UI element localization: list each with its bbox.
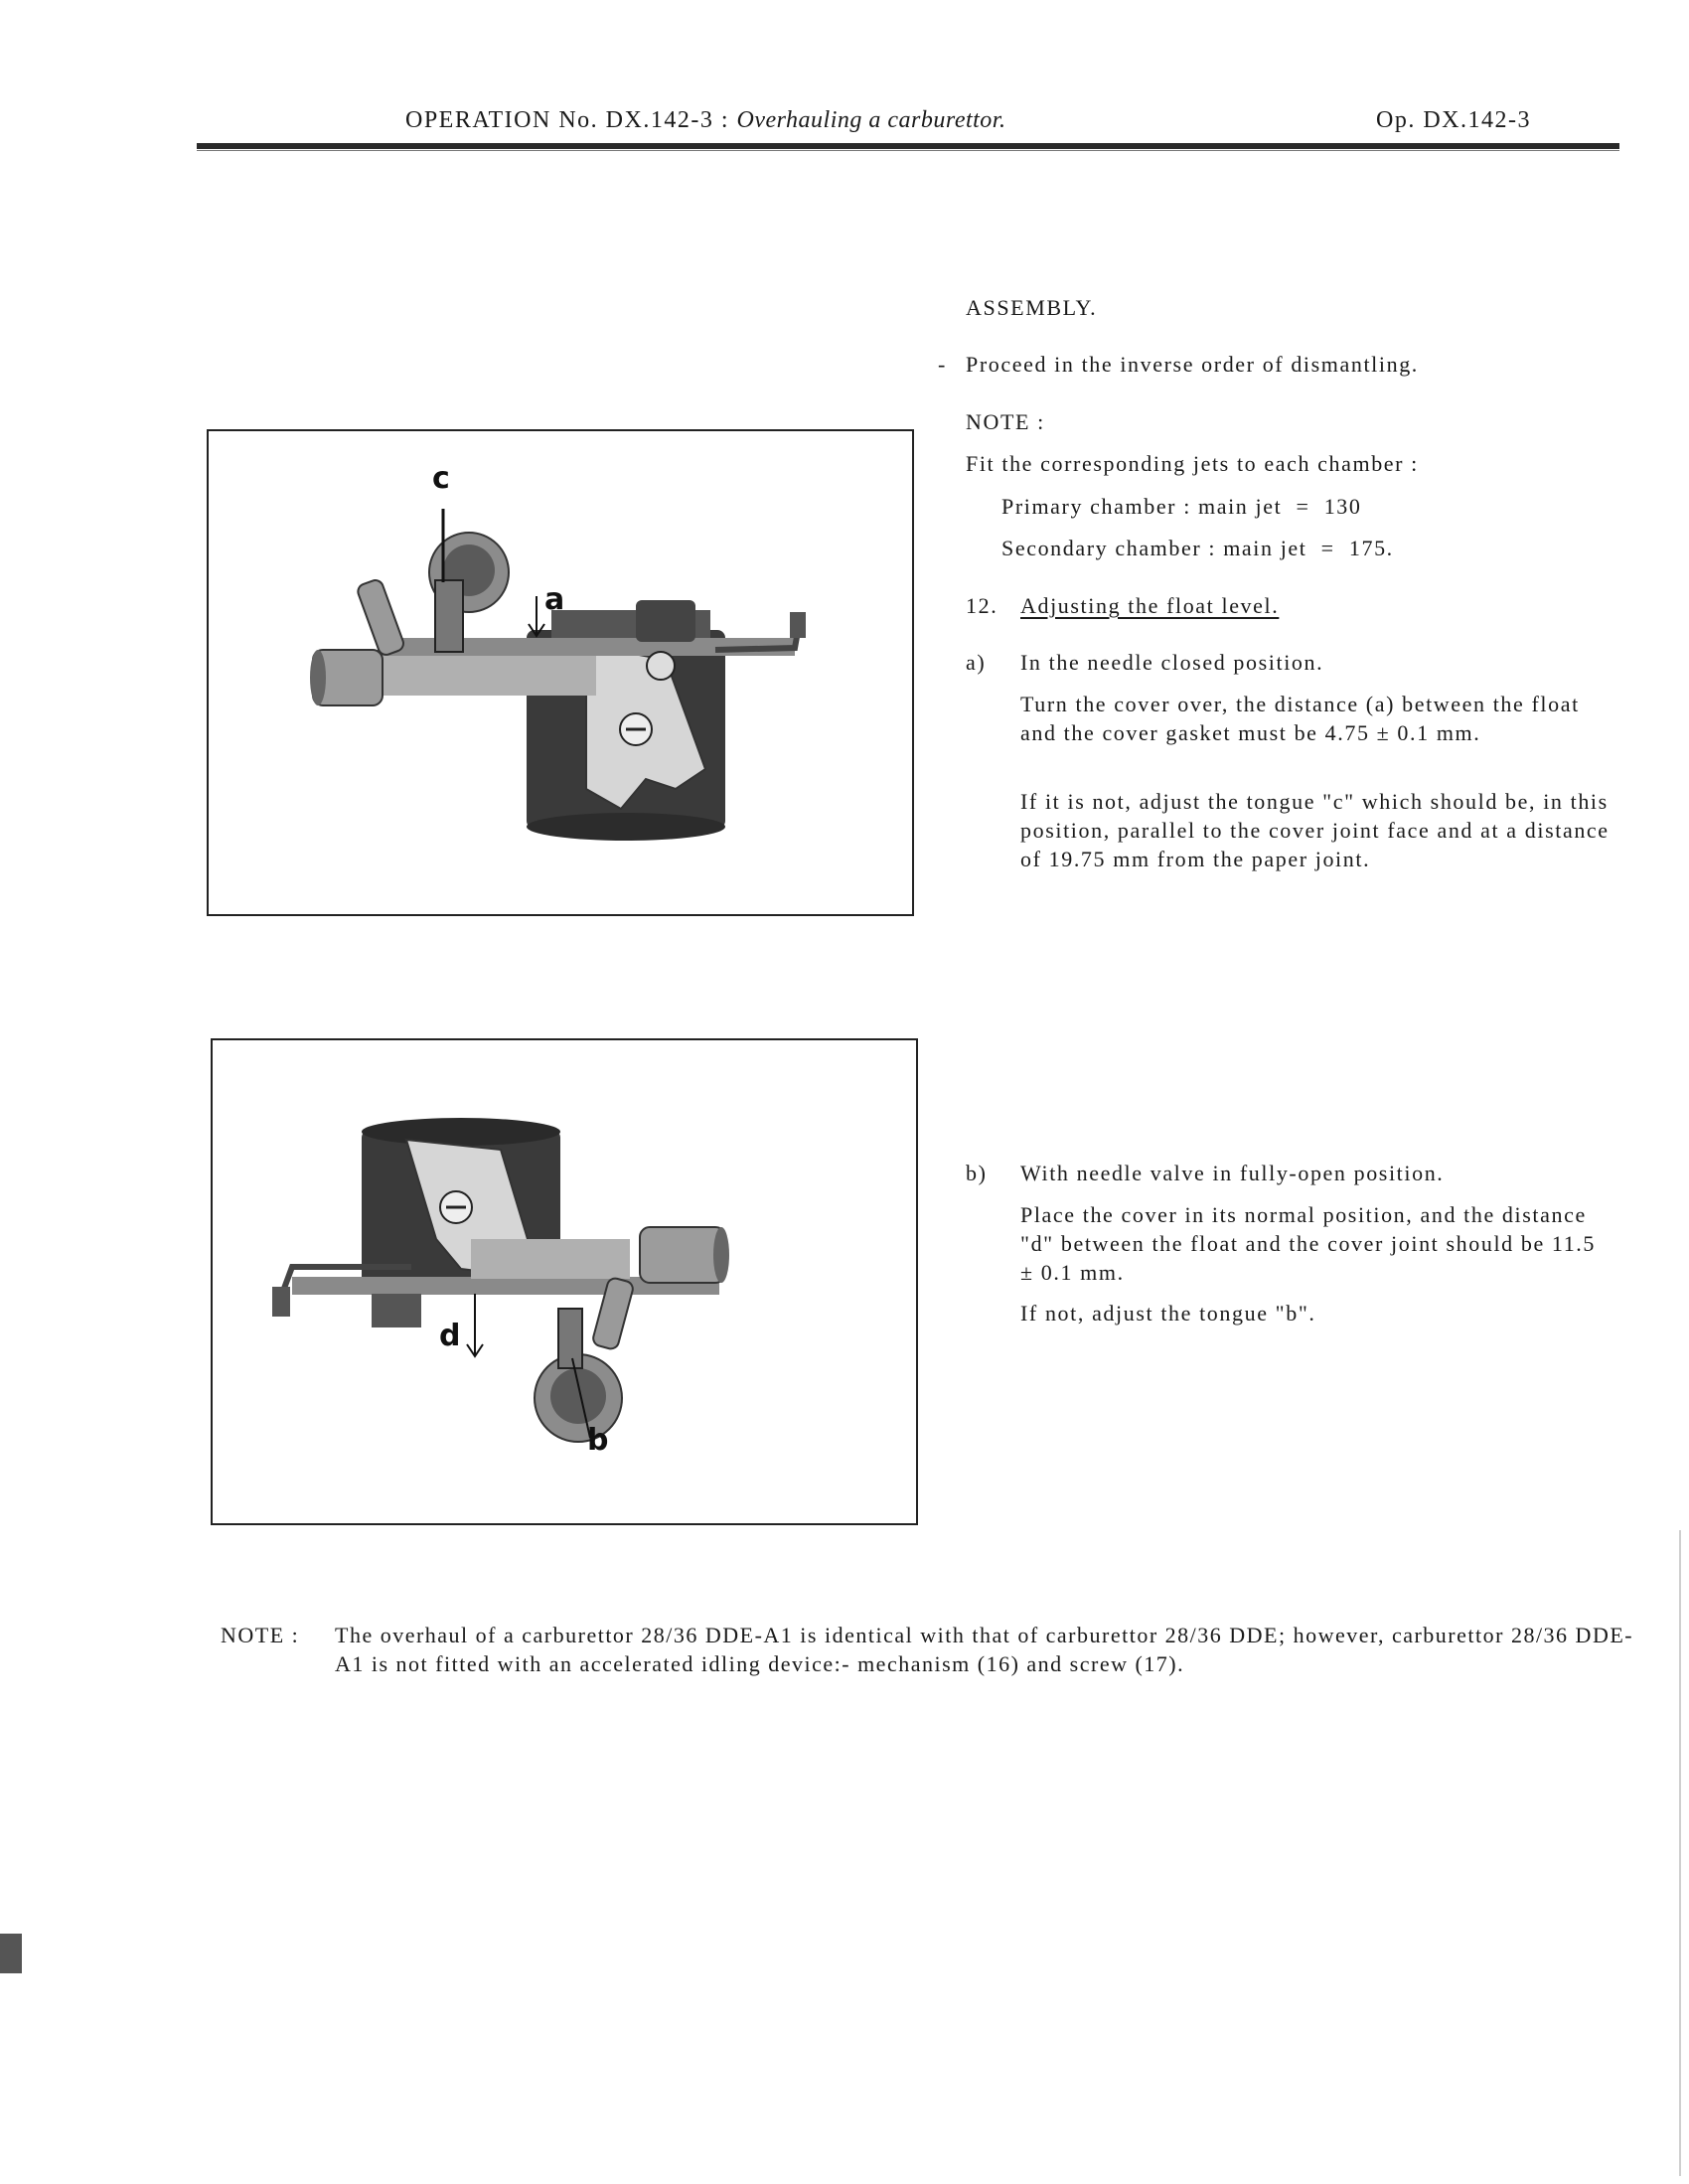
secondary-jet: Secondary chamber : main jet = 175.	[1001, 536, 1394, 560]
step-a-paragraph-1: Turn the cover over, the distance (a) between the float and the cover gasket must be 4.75 ± 0.1 mm.	[1020, 692, 1580, 745]
step-b-title: With needle valve in fully-open position.	[1020, 1161, 1445, 1185]
header-operation	[405, 107, 1006, 134]
assembly-heading: ASSEMBLY.	[966, 295, 1098, 320]
bullet-dash: -	[938, 352, 947, 377]
figure-label-b: b	[587, 1423, 609, 1458]
footnote-label: NOTE :	[221, 1623, 300, 1647]
header-rule	[197, 143, 1619, 149]
scan-edge-mark	[0, 1934, 22, 1973]
figure-label-d: d	[439, 1319, 461, 1353]
step-number: 12.	[966, 593, 998, 618]
header-prefix: OPERATION No. DX.142-3 :	[405, 107, 737, 133]
header-op-number: Op. DX.142-3	[1376, 107, 1531, 133]
primary-jet: Primary chamber : main jet = 130	[1001, 494, 1362, 519]
step-b-paragraph-1: Place the cover in its normal position, and the distance "d" between the float and the cover joint should be 11.5 ± 0.1 mm.	[1020, 1202, 1597, 1285]
step-a-label: a)	[966, 650, 987, 675]
scan-edge-line	[1679, 1530, 1681, 2176]
figure-needle-closed	[207, 429, 914, 916]
step-a-paragraph-2: If it is not, adjust the tongue "c" which should be, in this position, parallel to the cover joint face and at a distance of 19.75 mm from the paper joint.	[1020, 789, 1610, 871]
assembly-proceed: Proceed in the inverse order of dismantling.	[966, 352, 1419, 377]
header-rule-thin	[197, 150, 1619, 151]
step-b-label: b)	[966, 1161, 988, 1185]
footnote-text: The overhaul of a carburettor 28/36 DDE-A1 is identical with that of carburettor 28/36 DDE; however, carburettor 28/36 DDE-A1 is not fitted with an accelerated idling device:- mechanism (16) and screw (17).	[335, 1623, 1634, 1676]
assembly-note-label: NOTE :	[966, 409, 1045, 434]
header-title: Overhauling a carburettor.	[736, 107, 1006, 133]
figure-needle-open	[211, 1038, 918, 1525]
carburettor-cover-illustration-2	[213, 1040, 916, 1523]
step-a-title: In the needle closed position.	[1020, 650, 1324, 675]
jets-intro: Fit the corresponding jets to each chamber :	[966, 451, 1419, 476]
figure-label-a: a	[544, 582, 565, 617]
figure-label-c: c	[432, 461, 450, 496]
step-b-paragraph-2: If not, adjust the tongue "b".	[1020, 1301, 1316, 1326]
carburettor-cover-illustration-1	[209, 431, 912, 914]
step-title: Adjusting the float level.	[1020, 593, 1280, 618]
